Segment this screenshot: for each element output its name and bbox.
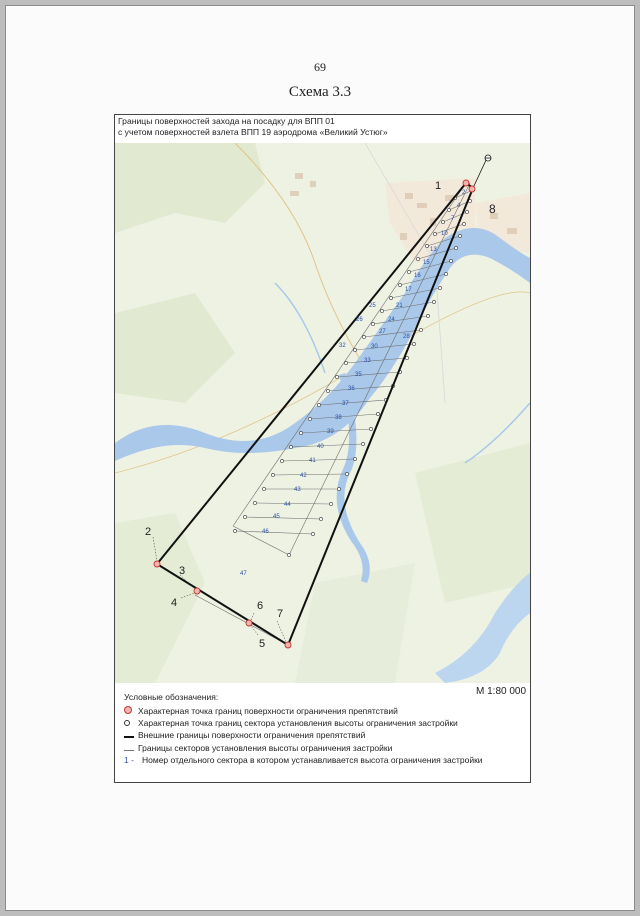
point-label-3: 3 (179, 565, 186, 577)
sector-number: 15 (423, 260, 430, 266)
scheme-title: Схема 3.3 (288, 84, 352, 100)
point-5 (285, 642, 291, 648)
sector-number: 13 (430, 247, 437, 253)
map-caption (118, 116, 523, 138)
sector-number: 38 (335, 415, 342, 421)
sector-number: 30 (371, 344, 378, 350)
sector-number: 10 (441, 231, 448, 237)
legend-item (124, 743, 392, 753)
sector-number: 43 (294, 487, 301, 493)
point-8 (469, 186, 475, 192)
sector-number: 2 (462, 190, 466, 196)
sector-number: 28 (403, 334, 410, 340)
thin-line-icon (124, 750, 134, 751)
point-icon (124, 720, 130, 726)
point-2 (154, 561, 160, 567)
sector-number: 40 (317, 444, 324, 450)
point-6-7 (246, 620, 252, 626)
legend-item (124, 730, 365, 740)
point-label-4: 4 (171, 597, 178, 609)
map-scale: М 1:80 000 (476, 686, 527, 697)
sector-number: 7 (451, 216, 455, 222)
point-label-5: 5 (259, 638, 266, 650)
caption-line-2: с учетом поверхностей взлета ВПП 19 аэродрома «Великий Устюг» (118, 127, 388, 137)
sector-number: 16 (414, 273, 421, 279)
legend-item (124, 706, 398, 716)
map (115, 143, 530, 683)
legend-text: Номер отдельного сектора в котором устанавливается высота ограничения застройки (142, 755, 483, 765)
sector-number: 44 (284, 502, 291, 508)
page-number: 69 (314, 60, 326, 74)
legend-text: Характерная точка границ сектора установления высоты ограничения застройки (138, 718, 458, 728)
point-1 (463, 180, 469, 186)
sector-number: 21 (396, 303, 403, 309)
sector-number: 25 (369, 303, 376, 309)
sector-number: 4 (457, 203, 461, 209)
point-label-8: 8 (489, 202, 496, 216)
point-label-1: 1 (435, 180, 442, 192)
sector-number: 33 (364, 358, 371, 364)
sector-number: 39 (327, 429, 334, 435)
sector-number: 24 (388, 317, 395, 323)
sector-number: 35 (355, 372, 362, 378)
sector-number: 17 (405, 287, 412, 293)
sector-number: 27 (379, 329, 386, 335)
thick-line-icon (124, 736, 134, 738)
sector-number: 42 (300, 473, 307, 479)
sector-number: 46 (262, 529, 269, 535)
sector-number: 45 (273, 514, 280, 520)
legend-title: Условные обозначения: (124, 692, 219, 702)
legend-item (124, 755, 483, 765)
sector-number: 41 (309, 458, 316, 464)
sector-number: 26 (356, 317, 363, 323)
legend-text: Границы секторов установления высоты ограничения застройки (138, 743, 393, 753)
sector-number: 36 (348, 386, 355, 392)
caption-line-1: Границы поверхностей захода на посадку для ВПП 01 (118, 116, 335, 126)
number-icon: 1 - (124, 755, 134, 765)
red-point-icon (124, 706, 132, 714)
sector-number: 32 (339, 343, 346, 349)
point-label-6: 6 (257, 600, 264, 612)
point-label-2: 2 (145, 526, 152, 538)
legend-item (124, 718, 458, 728)
sector-number: 47 (240, 571, 247, 577)
sector-number: 37 (342, 401, 349, 407)
legend-text: Характерная точка границ поверхности ограничения препятствий (138, 706, 398, 716)
legend-text: Внешние границы поверхности ограничения препятствий (138, 730, 366, 740)
point-3-4 (194, 588, 200, 594)
point-label-7: 7 (277, 608, 284, 620)
